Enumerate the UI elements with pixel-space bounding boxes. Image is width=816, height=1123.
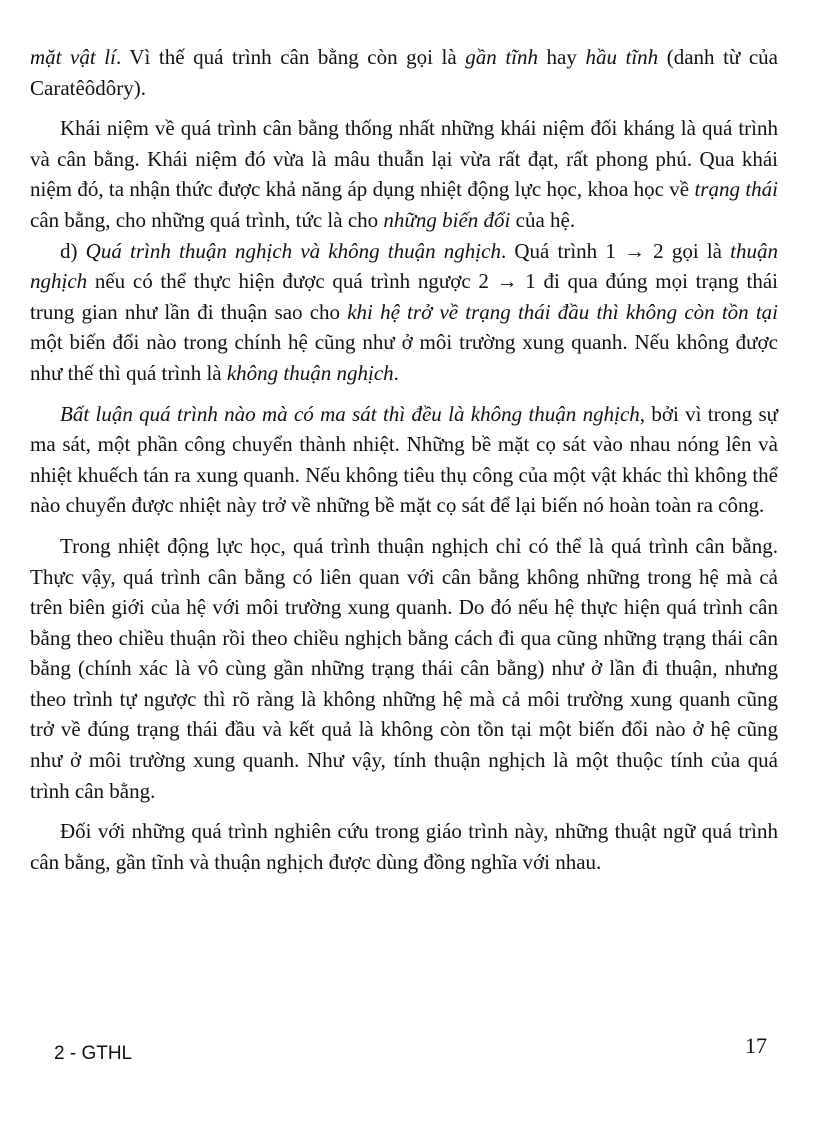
- paragraph-continuation: [30, 42, 778, 103]
- paragraph-reversible-definition: [30, 236, 778, 389]
- text-span: Khái niệm về quá trình cân bằng thống nhất những khái niệm đối kháng là quá trình và cân bằng. Khái niệm đó vừa là mâu thuẫn lại vừa rất đạt, rất phong phú. Qua khái niệm đó, ta nhận thức được khả năng áp dụng nhiệt động lực học, khoa học về: [30, 116, 778, 202]
- text-span: mặt vật lí: [30, 45, 116, 69]
- text-span: một biến đổi nào trong chính hệ cũng như ở môi trường xung quanh. Nếu không được như thế thì quá trình là: [30, 330, 778, 385]
- text-span: trạng thái: [694, 177, 778, 202]
- text-span: .: [393, 360, 399, 385]
- text-span: . Quá trình 1 → 2 gọi là: [500, 238, 731, 263]
- text-span: Đối với những quá trình nghiên cứu trong giáo trình này, những thuật ngữ quá trình cân bằng, gần tĩnh và thuận nghịch được dùng đồng nghĩa với nhau.: [30, 819, 778, 874]
- text-span: . Vì thế quá trình cân bằng còn gọi là: [115, 45, 466, 69]
- text-span: Trong nhiệt động lực học, quá trình thuận nghịch chỉ có thể là quá trình cân bằng. Thực vậy, quá trình cân bằng có liên quan với cân bằng không những trong hệ mà cả trên biên giới của hệ với môi trường xung quanh. Do đó nếu hệ thực hiện quá trình cân bằng theo chiều thuận rồi theo chiều nghịch bằng cách đi qua cũng những trạng thái cân bằng (chính xác là vô cùng gần những trạng thái cân bằng) như ở lần đi thuận, nhưng theo trình tự ngược thì rõ ràng là không những hệ mà cả môi trường xung quanh cũng trở về đúng trạng thái đầu và kết quả là không còn tồn tại một biến đổi nào ở hệ cũng như ở môi trường xung quanh. Như vậy, tính thuận nghịch là một thuộc tính của quá trình cân bằng.: [30, 533, 778, 803]
- page-number: 17: [745, 1033, 767, 1058]
- text-span: hầu tĩnh: [585, 45, 659, 69]
- text-span: không thuận nghịch: [226, 360, 394, 385]
- text-span: khi hệ trở về trạng thái đầu thì không còn tồn tại: [347, 299, 778, 324]
- text-span: gần tĩnh: [465, 45, 538, 69]
- body-text: [30, 42, 778, 877]
- paragraph-equilibrium-concept: [30, 113, 778, 235]
- text-span: hay: [538, 45, 586, 69]
- text-span: của hệ.: [510, 207, 576, 232]
- text-span: cân bằng, cho những quá trình, tức là cho: [30, 207, 384, 232]
- text-span: thuận nghịch: [30, 238, 778, 294]
- paragraph-terminology: [30, 816, 778, 877]
- text-span: (danh từ của Caratêôdôry).: [30, 45, 779, 100]
- text-span: nếu có thể thực hiện được quá trình ngược 2 → 1 đi qua đúng mọi trạng thái trung gian như lần đi thuận sao cho: [30, 269, 778, 324]
- text-span: Quá trình thuận nghịch và không thuận nghịch: [85, 238, 501, 263]
- text-span: , bởi vì trong sự ma sát, một phần công chuyển thành nhiệt. Những bề mặt cọ sát vào nhau nóng lên và nhiệt khuếch tán ra xung quanh. Nếu không tiêu thụ công của một vật khác thì không thể nào chuyển được nhiệt này trở về những bề mặt cọ sát để lại biến nó hoàn toàn ra công.: [30, 401, 778, 518]
- text-span: những biến đổi: [383, 207, 511, 232]
- text-span: d): [60, 238, 86, 263]
- footer-signature: 2 - GTHL: [54, 1043, 133, 1064]
- paragraph-friction: [30, 399, 778, 521]
- paragraph-reversible-equilibrium: [30, 531, 778, 806]
- text-span: Bất luận quá trình nào mà có ma sát thì đều là không thuận nghịch: [60, 401, 640, 426]
